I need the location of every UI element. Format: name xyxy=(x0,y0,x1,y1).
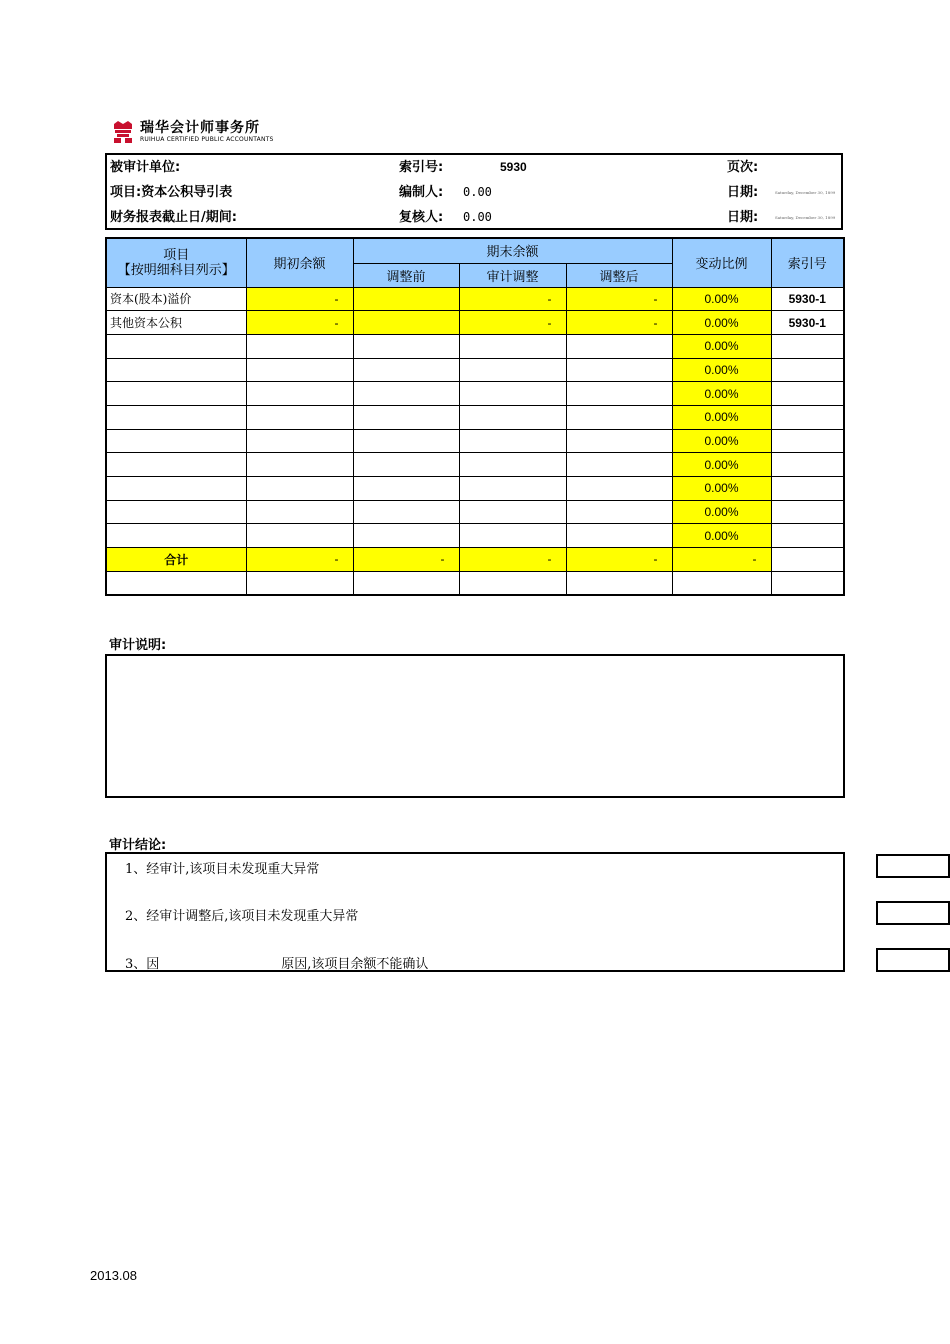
audit-adj-cell[interactable] xyxy=(459,524,566,548)
index-cell[interactable] xyxy=(771,382,844,406)
conclusion-checkbox-1[interactable] xyxy=(876,854,950,878)
before-cell[interactable] xyxy=(353,524,459,548)
preparer-value: 0.00 xyxy=(463,185,492,199)
reviewer-label: 复核人: xyxy=(399,210,444,225)
index-cell[interactable] xyxy=(771,524,844,548)
conclusion-checkbox-3[interactable] xyxy=(876,948,950,972)
opening-cell[interactable] xyxy=(246,477,353,501)
before-cell[interactable] xyxy=(353,477,459,501)
table-row xyxy=(106,405,844,429)
item-cell[interactable] xyxy=(106,429,246,453)
before-cell[interactable] xyxy=(353,287,459,311)
header-audit-adj: 审计调整 xyxy=(459,263,566,287)
review-date: Saturday, December 30, 1899 xyxy=(775,215,836,220)
item-cell[interactable]: 其他资本公积 xyxy=(106,311,246,335)
ratio-cell[interactable]: 0.00% xyxy=(672,311,771,335)
conclusion-option-1: 1、经审计,该项目未发现重大异常 xyxy=(125,862,320,877)
item-cell[interactable] xyxy=(106,334,246,358)
conclusion-checkbox-2[interactable] xyxy=(876,901,950,925)
item-cell[interactable] xyxy=(106,382,246,406)
total-label[interactable]: 合计 xyxy=(106,548,246,572)
total-after[interactable]: - xyxy=(566,548,672,572)
total-opening[interactable]: - xyxy=(246,548,353,572)
item-cell[interactable] xyxy=(106,453,246,477)
after-cell[interactable] xyxy=(566,334,672,358)
index-cell[interactable]: 5930-1 xyxy=(771,311,844,335)
after-cell[interactable] xyxy=(566,405,672,429)
total-before[interactable]: - xyxy=(353,548,459,572)
after-cell[interactable] xyxy=(566,382,672,406)
index-cell[interactable] xyxy=(771,334,844,358)
before-cell[interactable] xyxy=(353,311,459,335)
ratio-cell[interactable]: 0.00% xyxy=(672,358,771,382)
header-ratio: 变动比例 xyxy=(672,238,771,287)
blank-cell[interactable] xyxy=(771,571,844,595)
blank-cell[interactable] xyxy=(459,571,566,595)
index-cell[interactable] xyxy=(771,477,844,501)
header-before: 调整前 xyxy=(353,263,459,287)
audit-notes-box[interactable] xyxy=(105,654,845,798)
audit-conclusion-box xyxy=(105,852,845,972)
workpaper-header xyxy=(105,153,843,230)
date-label: 日期: xyxy=(727,185,759,200)
conclusion-right-border xyxy=(843,852,845,972)
item-cell[interactable] xyxy=(106,405,246,429)
header-opening: 期初余额 xyxy=(246,238,353,287)
before-cell[interactable] xyxy=(353,382,459,406)
index-cell[interactable]: 5930-1 xyxy=(771,287,844,311)
index-value: 5930 xyxy=(500,160,527,174)
table-row xyxy=(106,524,844,548)
after-cell[interactable] xyxy=(566,477,672,501)
index-cell[interactable] xyxy=(771,500,844,524)
after-cell[interactable] xyxy=(566,429,672,453)
audit-adj-cell[interactable] xyxy=(459,477,566,501)
firm-logo xyxy=(112,120,274,144)
audit-conclusion-title: 审计结论: xyxy=(109,838,167,853)
header-item xyxy=(106,238,246,287)
index-cell[interactable] xyxy=(771,358,844,382)
before-cell[interactable] xyxy=(353,334,459,358)
audit-adj-cell[interactable] xyxy=(459,382,566,406)
prepared-date: Saturday, December 30, 1899 xyxy=(775,190,836,195)
page-label: 页次: xyxy=(727,160,759,175)
blank-cell[interactable] xyxy=(106,571,246,595)
after-cell[interactable]: - xyxy=(566,311,672,335)
review-date-label: 日期: xyxy=(727,210,759,225)
capital-reserve-table xyxy=(105,237,845,596)
total-index[interactable] xyxy=(771,548,844,572)
blank-cell[interactable] xyxy=(566,571,672,595)
client-label: 被审计单位: xyxy=(110,160,181,175)
item-cell[interactable] xyxy=(106,477,246,501)
header-index: 索引号 xyxy=(771,238,844,287)
table-row xyxy=(106,334,844,358)
index-cell[interactable] xyxy=(771,453,844,477)
audit-adj-cell[interactable] xyxy=(459,358,566,382)
conclusion-option-3 xyxy=(125,953,428,972)
opening-cell[interactable] xyxy=(246,334,353,358)
ratio-cell[interactable]: 0.00% xyxy=(672,382,771,406)
total-row xyxy=(106,548,844,572)
opening-cell[interactable] xyxy=(246,382,353,406)
opening-cell[interactable]: - xyxy=(246,287,353,311)
table-row xyxy=(106,429,844,453)
ratio-cell[interactable]: 0.00% xyxy=(672,405,771,429)
opening-cell[interactable] xyxy=(246,453,353,477)
table-row xyxy=(106,382,844,406)
opening-cell[interactable] xyxy=(246,429,353,453)
ratio-cell[interactable]: 0.00% xyxy=(672,287,771,311)
table-row xyxy=(106,311,844,335)
firm-name-cn: 瑞华会计师事务所 xyxy=(140,120,260,136)
audit-adj-cell[interactable] xyxy=(459,405,566,429)
item-cell[interactable] xyxy=(106,358,246,382)
conclusion-option-3-prefix: 3、因 xyxy=(125,957,160,972)
conclusion-option-3-suffix: 原因,该项目余额不能确认 xyxy=(281,957,429,972)
opening-cell[interactable]: - xyxy=(246,311,353,335)
audit-adj-cell[interactable] xyxy=(459,500,566,524)
table-row xyxy=(106,358,844,382)
ratio-cell[interactable]: 0.00% xyxy=(672,429,771,453)
audit-adj-cell[interactable]: - xyxy=(459,311,566,335)
after-cell[interactable] xyxy=(566,500,672,524)
before-cell[interactable] xyxy=(353,358,459,382)
opening-cell[interactable] xyxy=(246,524,353,548)
header-item-line1: 项目 xyxy=(163,247,190,263)
index-cell[interactable] xyxy=(771,405,844,429)
after-cell[interactable] xyxy=(566,524,672,548)
before-cell[interactable] xyxy=(353,500,459,524)
before-cell[interactable] xyxy=(353,405,459,429)
audit-notes-title: 审计说明: xyxy=(109,638,167,653)
opening-cell[interactable] xyxy=(246,405,353,429)
blank-cell[interactable] xyxy=(672,571,771,595)
after-cell[interactable] xyxy=(566,453,672,477)
index-cell[interactable] xyxy=(771,429,844,453)
audit-adj-cell[interactable] xyxy=(459,334,566,358)
total-audit-adj[interactable]: - xyxy=(459,548,566,572)
project-label: 项目:资本公积导引表 xyxy=(110,185,233,200)
after-cell[interactable] xyxy=(566,358,672,382)
header-closing: 期末余额 xyxy=(353,238,672,263)
preparer-label: 编制人: xyxy=(399,185,444,200)
item-cell[interactable] xyxy=(106,524,246,548)
total-ratio[interactable]: - xyxy=(672,548,771,572)
audit-adj-cell[interactable]: - xyxy=(459,287,566,311)
blank-row xyxy=(106,571,844,595)
audit-adj-cell[interactable] xyxy=(459,453,566,477)
blank-cell[interactable] xyxy=(353,571,459,595)
blank-cell[interactable] xyxy=(246,571,353,595)
table-row xyxy=(106,500,844,524)
before-cell[interactable] xyxy=(353,453,459,477)
item-cell[interactable]: 资本(股本)溢价 xyxy=(106,287,246,311)
form-version: 2013.08 xyxy=(90,1268,137,1283)
before-cell[interactable] xyxy=(353,429,459,453)
audit-adj-cell[interactable] xyxy=(459,429,566,453)
ratio-cell[interactable]: 0.00% xyxy=(672,500,771,524)
ratio-cell[interactable]: 0.00% xyxy=(672,477,771,501)
conclusion-option-2: 2、经审计调整后,该项目未发现重大异常 xyxy=(125,909,359,924)
firm-name-en: RUIHUA CERTIFIED PUBLIC ACCOUNTANTS xyxy=(140,136,274,143)
ratio-cell[interactable]: 0.00% xyxy=(672,334,771,358)
opening-cell[interactable] xyxy=(246,358,353,382)
firm-logo-icon xyxy=(112,120,134,144)
index-label: 索引号: xyxy=(399,160,444,175)
table-row xyxy=(106,287,844,311)
item-cell[interactable] xyxy=(106,500,246,524)
period-label: 财务报表截止日/期间: xyxy=(110,210,237,225)
opening-cell[interactable] xyxy=(246,500,353,524)
table-row xyxy=(106,477,844,501)
header-after: 调整后 xyxy=(566,263,672,287)
table-row xyxy=(106,453,844,477)
header-item-line2: 【按明细科目列示】 xyxy=(117,262,235,278)
reviewer-value: 0.00 xyxy=(463,210,492,224)
ratio-cell[interactable]: 0.00% xyxy=(672,524,771,548)
after-cell[interactable]: - xyxy=(566,287,672,311)
ratio-cell[interactable]: 0.00% xyxy=(672,453,771,477)
